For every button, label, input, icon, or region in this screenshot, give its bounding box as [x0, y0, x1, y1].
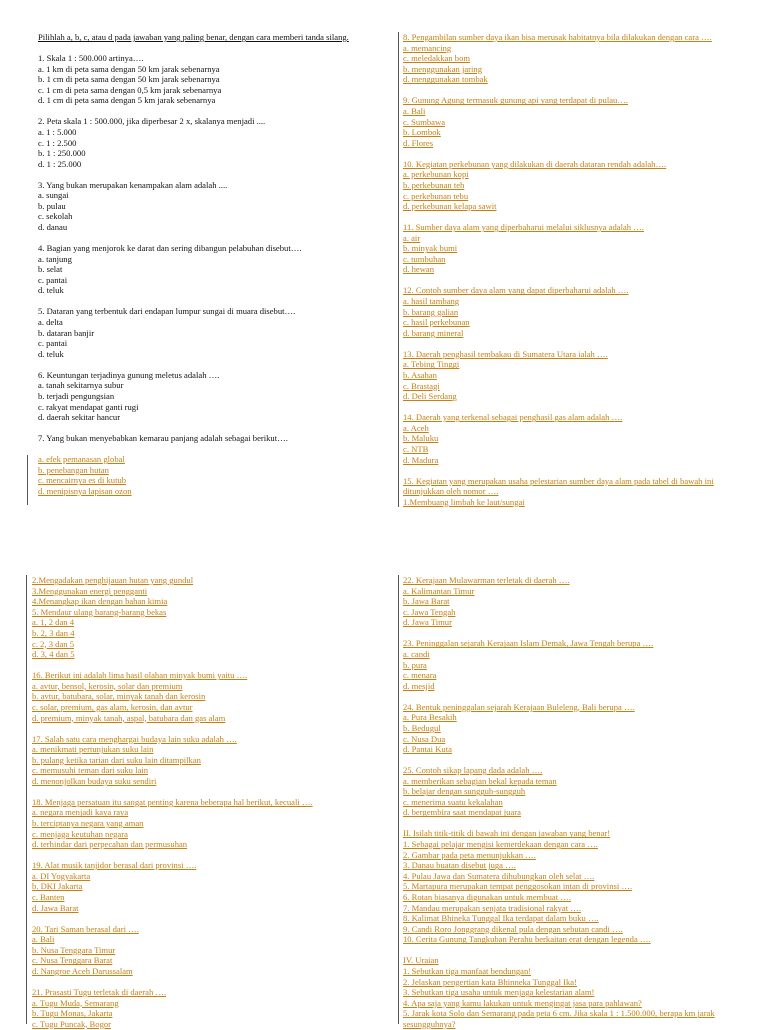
question-text: 24. Bentuk peninggalan sejarah Kerajaan Buleleng, Bali berupa ….	[403, 701, 635, 712]
option-text: b. Jawa Barat	[403, 596, 450, 607]
option-text: a. delta	[38, 317, 63, 328]
option-text: b. pura	[403, 659, 427, 670]
option-text: d. Flores	[403, 137, 434, 148]
option-text: b. minyak bumi	[403, 243, 458, 254]
option-text: b. 2, 3 dan 4	[32, 627, 75, 638]
option-text: c. rakyat mendapat ganti rugi	[38, 401, 139, 412]
option-text: a. air	[403, 232, 421, 243]
question-text: 14. Daerah yang terkenal sebagai penghasil gas alam adalah ….	[403, 412, 623, 423]
option-text: 9. Candi Roro Jonggrang dikenal pula dengan sebutan candi ….	[403, 923, 623, 934]
option-text: d. teluk	[38, 348, 64, 359]
option-text: b. pulang ketika tarian dari suku lain ditampilkan	[32, 754, 201, 765]
question-block	[38, 370, 378, 423]
option-text: 8. Kalimat Bhineka Tunggal Ika terdapat dalam buku ….	[403, 913, 599, 924]
option-text: b. selat	[38, 264, 63, 275]
question-block	[32, 924, 372, 977]
option-text: b. DKI Jakarta	[32, 881, 83, 892]
option-text: a. 1, 2 dan 4	[32, 617, 75, 628]
option-text: c. NTB	[403, 443, 429, 454]
option-text: b. Nusa Tenggara Timur	[32, 944, 116, 955]
option-text: b. belajar dengan sungguh-sungguh	[403, 786, 526, 797]
option-text: a. sungai	[38, 190, 69, 201]
option-text: 4. Pulau Jawa dan Sumatera dihubungkan oleh selat ….	[403, 870, 595, 881]
option-text: c. menjaga keutuhan negara	[32, 828, 128, 839]
option-text: b. terciptanya negara yang aman	[32, 818, 144, 829]
option-text: d. teluk	[38, 285, 64, 296]
question-block	[403, 95, 743, 148]
margin-bar	[398, 575, 399, 1024]
option-text: a. tanah sekitarnya subur	[38, 380, 124, 391]
option-text: d. 1 : 25.000	[38, 158, 82, 169]
question-text: 7. Yang bukan menyebabkan kemarau panjang adalah sebagai berikut….	[38, 433, 288, 444]
question-block	[32, 860, 372, 913]
option-text: c. menerima suatu kekalahan	[403, 796, 503, 807]
page1-left-column	[38, 32, 378, 497]
option-text: c. Banten	[32, 892, 65, 902]
option-text: b. Asahan	[403, 369, 437, 380]
question-text: 2. Peta skala 1 : 500.000, jika diperbesar 2 x, skalanya menjadi ....	[38, 116, 266, 127]
question-block	[403, 349, 743, 402]
option-text: c. Jawa Tengah	[403, 606, 456, 617]
question-block	[38, 306, 378, 359]
option-text: d. mesjid	[403, 680, 435, 691]
option-text: d. Deli Serdang	[403, 391, 457, 402]
option-text: a. negara menjadi kaya raya	[32, 807, 129, 818]
option-text: a. Bali	[32, 934, 55, 945]
option-text: a. Tebing Tinggi	[403, 359, 460, 370]
option-text: d. menonjolkan budaya suku sendiri	[32, 775, 157, 786]
option-text: d. barang mineral	[403, 327, 464, 338]
question-block	[32, 987, 372, 1029]
option-text: d. 3, 4 dan 5	[32, 649, 75, 660]
question-text: 4. Bagian yang menjorok ke darat dan sering dibangun pelabuhan disebut….	[38, 243, 302, 254]
question-block	[403, 828, 748, 945]
option-text: a. Tugu Muda, Semarang	[32, 997, 119, 1008]
option-text: a. DI Yogyakarta	[32, 870, 91, 881]
option-text: 5. Martapura merupakan tempat penggosokan intan di provinsi ….	[403, 881, 633, 892]
option-text: a. 1 : 5.000	[38, 126, 77, 137]
option-text: b. perkebunan teh	[403, 179, 465, 190]
question-block	[403, 285, 743, 338]
question-text: IV. Uraian	[403, 955, 439, 966]
option-text: b. terjadi pengungsian	[38, 390, 115, 401]
option-text: a. candi	[403, 648, 430, 659]
question-block	[38, 433, 378, 444]
option-text: b. avtur, batubara, solar, minyak tanah dan kerosin	[32, 691, 206, 702]
option-text: c. Nusa Tenggara Barat	[32, 955, 113, 966]
question-text: 6. Keuntungan terjadinya gunung meletus adalah ….	[38, 369, 220, 380]
question-block	[403, 638, 748, 691]
option-text: b. Bedugul	[403, 722, 441, 733]
option-text: a. Bali	[403, 105, 426, 116]
option-text: a. tanjung	[38, 253, 72, 264]
option-text: 2. Gambar pada peta menunjukkan ….	[403, 849, 536, 860]
page2-left-column	[32, 575, 372, 1029]
question-block	[403, 765, 748, 818]
option-text: c. Sumbawa	[403, 116, 446, 127]
option-text: d. menipisnya lapisan ozon	[38, 485, 132, 496]
question-text: 13. Daerah penghasil tembakau di Sumatera Utara ialah ….	[403, 348, 608, 359]
option-text: 7. Mandau merupakan senjata tradisional rakyat ….	[403, 902, 582, 913]
option-text: d. Jawa Timur	[403, 617, 452, 628]
question-text: 10. Kegiatan perkebunan yang dilakukan di daerah dataran rendah adalah….	[403, 158, 667, 169]
option-text: a. Aceh	[403, 422, 429, 433]
option-text: c. tumbuhan	[403, 253, 446, 264]
question-text: 21. Prasasti Tugu terletak di daerah ….	[32, 986, 167, 997]
question-block	[32, 575, 372, 660]
option-text: c. pantai	[38, 274, 68, 285]
question-block	[38, 53, 378, 106]
option-text: ditunjukkan oleh nomor ….	[403, 486, 499, 497]
option-text: b. barang galian	[403, 306, 459, 317]
question-text: 12. Contoh sumber daya alam yang dapat diperbaharui adalah ….	[403, 285, 629, 296]
option-text: d. bergembira saat mendapat juara	[403, 807, 521, 818]
option-text: a. memancing	[403, 42, 452, 53]
option-text: c. 1 cm di peta sama dengan 0,5 km jarak sebenarnya	[38, 84, 222, 95]
option-text: a. perkebunan kopi	[403, 169, 469, 180]
question-block	[38, 243, 378, 296]
option-text: 3. Sebutkan tiga usaha untuk menjaga kelestarian alam!	[403, 987, 595, 998]
question-block	[403, 955, 748, 1029]
option-text: a. 1 km di peta sama dengan 50 km jarak sebenarnya	[38, 63, 220, 74]
question-text: 23. Peninggalan sejarah Kerajaan Islam Demak, Jawa Tengah berupa ….	[403, 638, 654, 649]
option-text: b. menggunakan jaring	[403, 63, 482, 74]
option-text: c. Nusa Dua	[403, 733, 446, 744]
option-text: c. Tugu Puncak, Bogor	[32, 1018, 112, 1029]
option-text: 5. Jarak kota Solo dan Semarang pada peta 6 cm. Jika skala 1 : 1.500.000, berapa km jarak	[403, 1008, 715, 1019]
question-block	[32, 734, 372, 787]
option-text: b. pulau	[38, 200, 66, 211]
option-text: a. hasil tambang	[403, 296, 460, 307]
question-block	[403, 222, 743, 275]
option-text: a. memberikan sebagian bekal kepada teman	[403, 775, 557, 786]
option-text: 3. Danau buatan disebut juga ….	[403, 860, 516, 871]
question-text: 9. Gunung Agung termasuk gunung api yang terdapat di pulau….	[403, 95, 629, 106]
option-text: 5. Mendaur ulang barang-barang bekas	[32, 606, 167, 617]
question-block	[403, 702, 748, 755]
option-text: b. penebangan hutan	[38, 464, 109, 475]
question-text: 2.Mengadakan penghijauan hutan yang gundul	[32, 575, 194, 585]
option-text: c. Brastagi	[403, 380, 440, 391]
option-text: c. 2, 3 dan 5	[32, 638, 75, 649]
option-text: d. 1 cm di peta sama dengan 5 km jarak sebenarnya	[38, 95, 216, 106]
question-text: 22. Kerajaan Mulawarman terletak di daerah ….	[403, 575, 570, 585]
question-block	[403, 159, 743, 212]
page2-right-column	[403, 575, 748, 1030]
option-text: a. Pura Besakih	[403, 712, 457, 723]
option-text: 1. Sebutkan tiga manfaat bendungan!	[403, 965, 532, 976]
option-text: 6. Rotan biasanya digunakan untuk membuat ….	[403, 892, 572, 902]
option-text: c. hasil perkebunan	[403, 317, 470, 328]
margin-bar	[398, 32, 399, 507]
option-text: 2. Jelaskan pengertian kata Bhinneka Tunggal Ika!	[403, 976, 577, 987]
question-block	[32, 797, 372, 850]
question-text: 5. Dataran yang terbentuk dari endapan lumpur sungai di muara disebut….	[38, 306, 296, 317]
question-text: 25. Contoh sikap lapang dada adalah ….	[403, 765, 543, 776]
question-block	[403, 575, 748, 628]
option-text: d. daerah sekitar hancur	[38, 412, 121, 423]
option-text: b. Lombok	[403, 127, 441, 138]
option-text: d. hewan	[403, 264, 435, 275]
option-text: 4.Menangkap ikan dengan bahan kimia	[32, 596, 168, 607]
option-text: b. 1 : 250.000	[38, 148, 86, 159]
option-text: c. meledakkan bom	[403, 53, 471, 64]
option-text: a. avtur, bensol, kerosin, solar dan premium	[32, 680, 183, 691]
question-block	[38, 116, 378, 169]
question-text: 15. Kegiatan yang merupakan usaha pelestarian sumber daya alam pada tabel di bawah ini	[403, 475, 714, 486]
option-text: a. menikmati pertunjukan suku lain	[32, 744, 154, 755]
question-block	[403, 32, 743, 85]
option-text: 4. Apa saja yang kamu lakukan untuk mengingat jasa para pahlawan?	[403, 997, 642, 1008]
option-text: 3.Menggunakan energi pengganti	[32, 585, 148, 596]
option-text: c. memusuhi teman dari suku lain	[32, 765, 148, 776]
q7-options	[38, 454, 378, 496]
question-text: 17. Salah satu cara menghargai budaya lain suku adalah ….	[32, 733, 237, 744]
option-text: c. perkebunan tebu	[403, 190, 469, 201]
option-text: b. dataran banjir	[38, 327, 95, 338]
question-text: II. Isilah titik-titik di bawah ini dengan jawaban yang benar!	[403, 828, 611, 839]
option-text: b. Maluku	[403, 433, 439, 444]
page1-right-column	[403, 32, 743, 507]
option-text: 1.Membuang limbah ke laut/sungai	[403, 496, 525, 507]
margin-bar	[27, 455, 28, 505]
question-text: 1. Skala 1 : 500.000 artinya….	[38, 52, 144, 63]
option-text: c. mencairnya es di kutub	[38, 475, 127, 486]
question-text: 3. Yang bukan merupakan kenampakan alam adalah ....	[38, 179, 228, 190]
question-block	[403, 476, 743, 508]
question-block	[403, 412, 743, 465]
option-text: d. Madura	[403, 454, 439, 465]
option-text: c. pantai	[38, 338, 68, 349]
option-text: d. Nangroe Aceh Darussalam	[32, 965, 133, 976]
option-text: d. menggunakan tombak	[403, 74, 488, 85]
option-text: d. Jawa Barat	[32, 902, 79, 913]
option-text: a. Kalimantan Timur	[403, 585, 475, 596]
margin-bar	[26, 575, 27, 1024]
option-text: d. danau	[38, 222, 68, 233]
option-text: sesungguhnya?	[403, 1018, 456, 1029]
question-text: 18. Menjaga persatuan itu sangat penting karena beberapa hal berikut, kecuali ….	[32, 796, 313, 807]
question-text: 19. Alat musik tanjidor berasal dari provinsi ….	[32, 860, 197, 871]
option-text: a. efek pemanasan global	[38, 454, 125, 465]
question-block	[32, 670, 372, 723]
option-text: c. solar, premium, gas alam, kerosin, dan avtur	[32, 701, 193, 712]
option-text: 1. Sebagai pelajar mengisi kemerdekaan dengan cara ….	[403, 839, 598, 850]
option-text: c. menara	[403, 670, 437, 681]
option-text: b. 1 cm di peta sama dengan 50 km jarak sebenarnya	[38, 74, 220, 85]
option-text: c. sekolah	[38, 211, 73, 222]
option-text: d. Pantai Kuta	[403, 744, 452, 755]
option-text: 10. Cerita Gunung Tangkuban Perahu berkaitan erat dengan legenda ….	[403, 934, 651, 945]
option-text: c. 1 : 2.500	[38, 137, 77, 148]
instruction-text: Pilihlah a, b, c, atau d pada jawaban yang paling benar, dengan cara memberi tanda silang.	[38, 32, 349, 42]
option-text: d. terhindar dari perpecahan dan permusuhan	[32, 839, 188, 850]
option-text: b. Tugu Monas, Jakarta	[32, 1008, 113, 1019]
question-text: 8. Pengambilan sumber daya ikan bisa merusak habitatnya bila dilakukan dengan cara ….	[403, 32, 712, 42]
question-text: 20. Tari Saman berasal dari ….	[32, 923, 139, 934]
question-text: 11. Sumber daya alam yang diperbaharui melalui siklusnya adalah ….	[403, 222, 644, 233]
question-text: 16. Berikut ini adalah lima hasil olahan minyak bumi yaitu ….	[32, 670, 248, 681]
option-text: d. premium, minyak tanah, aspal, batubara dan gas alam	[32, 712, 226, 723]
option-text: d. perkebunan kelapa sawit	[403, 201, 497, 212]
question-block	[38, 180, 378, 233]
